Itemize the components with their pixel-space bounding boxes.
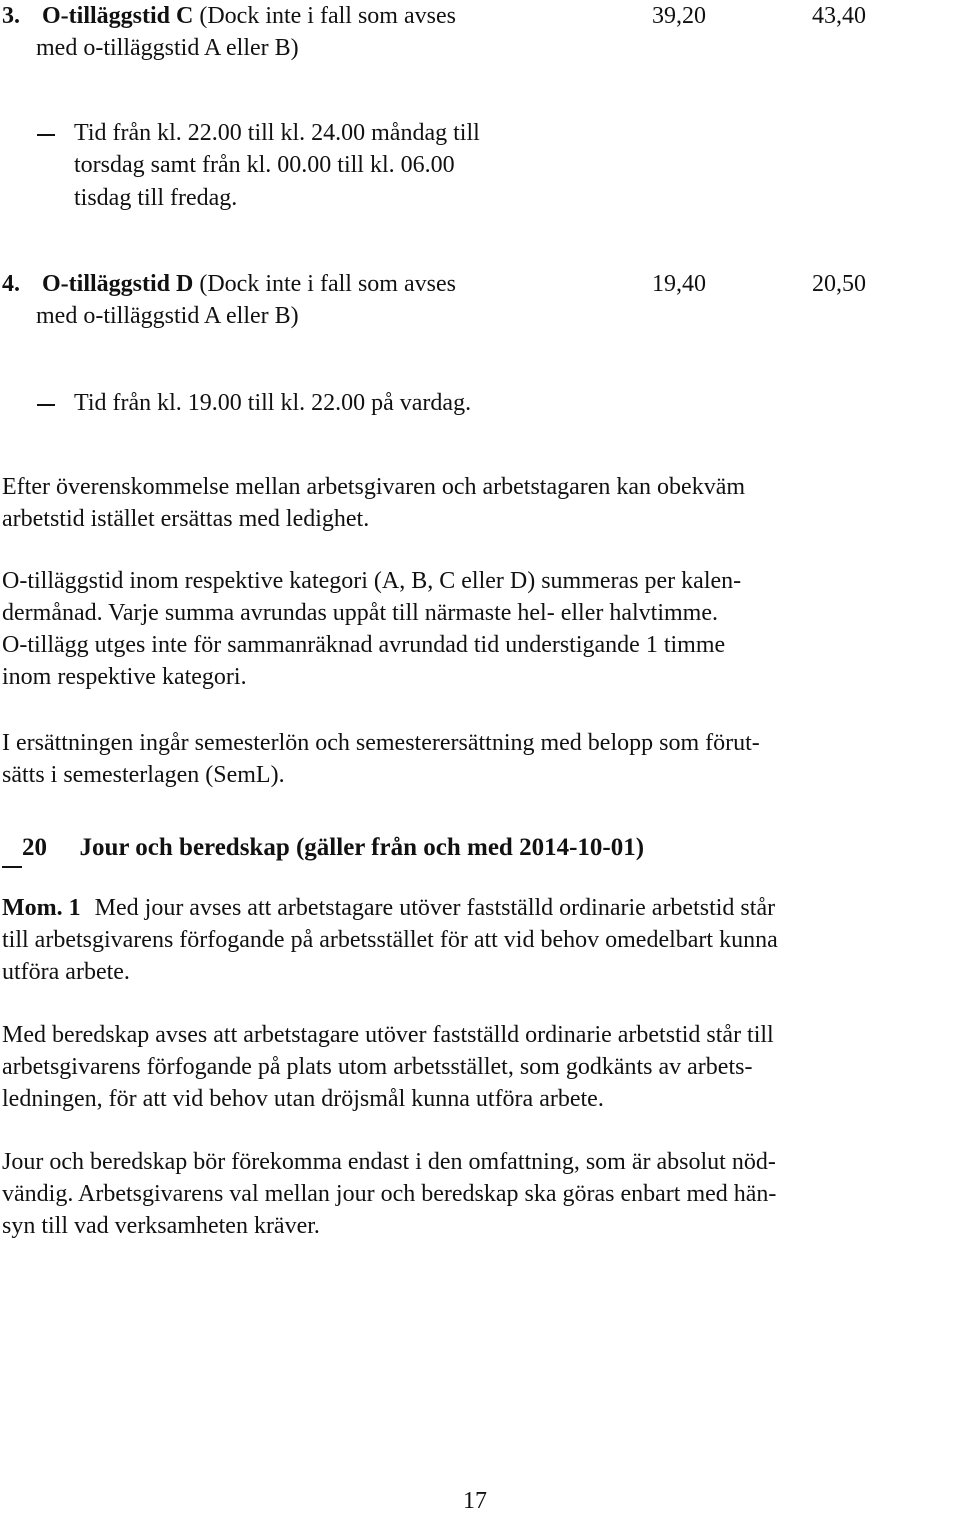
paragraph-line: ledningen, för att vid behov utan dröjsmål kunna utföra arbete. [2,1086,604,1112]
item-4-value1: 19,40 [652,271,706,297]
paragraph-semesterlon [2,727,958,791]
section-number: 20 [22,834,47,861]
item-3-number: 3. [2,3,20,29]
paragraph-line: dermånad. Varje summa avrundas uppåt till närmaste hel- eller halvtimme. [2,600,718,626]
item-4-value2: 20,50 [812,271,866,297]
item-3-time-line-1: Tid från kl. 22.00 till kl. 24.00 måndag till [74,120,480,146]
paragraph-line: I ersättningen ingår semesterlön och semesterersättning med belopp som förut- [2,730,760,756]
mom-1-paragraph [2,892,958,988]
item-3-time-line-2: torsdag samt från kl. 00.00 till kl. 06.00 [74,152,455,178]
paragraph-summering [2,565,958,693]
mom-1-first-line [2,892,958,924]
paragraph-line: O-tilläggstid inom respektive kategori (A, B, C eller D) summeras per kalen- [2,568,742,594]
item-4-time-line-1: Tid från kl. 19.00 till kl. 22.00 på vardag. [74,390,472,416]
paragraph-line: syn till vad verksamheten kräver. [2,1213,320,1239]
item-3-title-line2: med o-tilläggstid A eller B) [36,35,299,61]
item-4-title-bold: O-tilläggstid D [42,271,194,297]
paragraph-line: O-tillägg utges inte för sammanräknad avrundad tid understigande 1 timme [2,632,726,658]
paragraph-line: till arbetsgivarens förfogande på arbetsstället för att vid behov omedelbart kunna [2,927,778,953]
section-heading-underline [2,866,22,868]
mom-1-line1: Med jour avses att arbetstagare utöver fastställd ordinarie arbetstid står [94,895,776,921]
item-4-dash [37,404,55,406]
paragraph-beredskap [2,1019,958,1115]
mom-1-label: Mom. 1 [2,895,81,921]
item-4-heading [2,268,456,300]
item-4-title-line2: med o-tilläggstid A eller B) [36,303,299,329]
item-3-title-bold: O-tilläggstid C [42,3,194,29]
section-title: Jour och beredskap (gäller från och med 2014-10-01) [79,834,645,861]
item-3-title-rest: (Dock inte i fall som avses [193,3,456,29]
paragraph-line: vändig. Arbetsgivarens val mellan jour och beredskap ska göras enbart med hän- [2,1181,777,1207]
item-4-number: 4. [2,271,20,297]
page-number: 17 [463,1488,487,1514]
item-4-title-rest: (Dock inte i fall som avses [193,271,456,297]
paragraph-line: utföra arbete. [2,959,130,985]
paragraph-line: Efter överenskommelse mellan arbetsgivaren och arbetstagaren kan obekväm [2,474,746,500]
paragraph-line: inom respektive kategori. [2,664,247,690]
item-3-dash [37,134,55,136]
item-3-time-line-3: tisdag till fredag. [74,185,238,211]
item-3-heading [2,0,456,32]
paragraph-obekvam-ledighet [2,471,958,535]
item-3-value1: 39,20 [652,3,706,29]
section-heading [22,832,644,864]
paragraph-line: arbetstid istället ersättas med ledighet. [2,506,370,532]
paragraph-line: Jour och beredskap bör förekomma endast i den omfattning, som är absolut nöd- [2,1149,776,1175]
paragraph-line: Med beredskap avses att arbetstagare utöver fastställd ordinarie arbetstid står till [2,1022,774,1048]
paragraph-line: arbetsgivarens förfogande på plats utom arbetsstället, som godkänts av arbets- [2,1054,753,1080]
paragraph-omfattning [2,1146,958,1242]
paragraph-line: sätts i semesterlagen (SemL). [2,762,285,788]
item-3-value2: 43,40 [812,3,866,29]
